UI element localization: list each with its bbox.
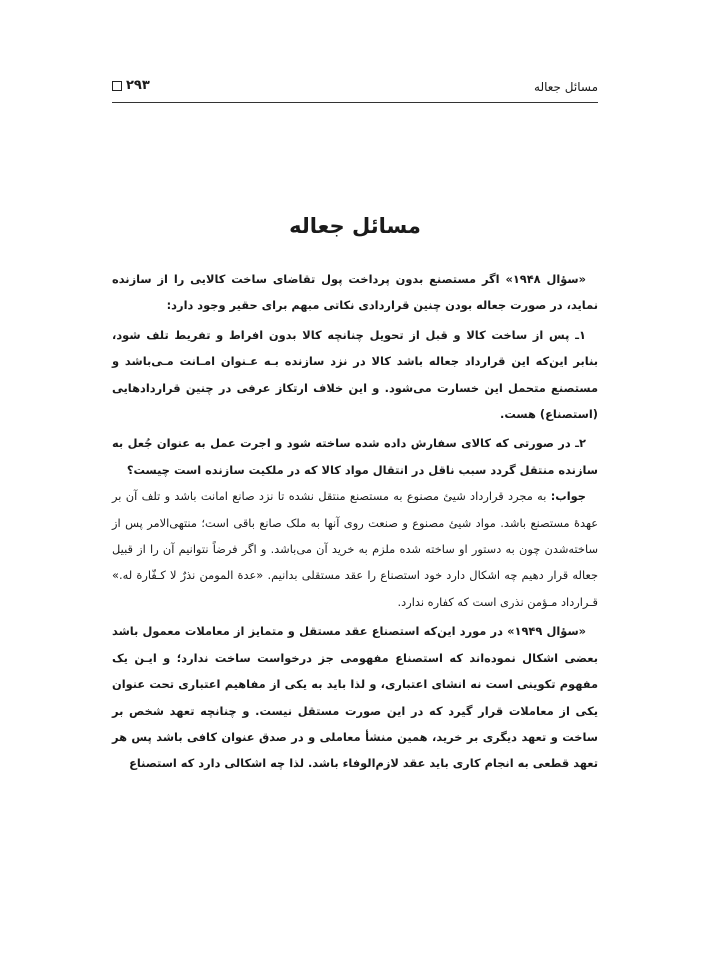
answer-label: جواب: <box>550 489 586 504</box>
answer-paragraph <box>112 483 598 615</box>
question-1949: «سؤال ۱۹۴۹» در مورد این‌که استصناع عقد مستقل و متمایز از معاملات معمول باشد بعضی اشکال نموده‌اند که استصناع مفهومی جز درخواست ساخت ندارد؛ و ایـن یک مفهوم تکوینی است نه انشای اعتباری، و لذا باید به یکی از مفاهیم اعتباری تحت عنوان یکی از معاملات قرار گیرد که در این صورت مستقل نیست. و چنانچه تعهد شخص بر ساخت و تعهد دیگری بر خرید، همین منشأ معاملی و در صدق عنوان کافی باشد پس هر تعهد قطعی به انجام کاری باید عقد لازم‌الوفاء باشد. لذا چه اشکالی دارد که استصناع <box>112 624 598 771</box>
page-header <box>112 80 598 103</box>
question-point-2: ۲ـ در صورتی که کالای سفارش داده شده ساخته شود و اجرت عمل به عنوان جُعل به سازنده منتقل گردد سبب ناقل در انتقال مواد کالا که در ملکیت سازنده است چیست؟ <box>112 436 598 477</box>
body-text <box>112 266 598 777</box>
square-ornament-icon <box>112 81 122 91</box>
running-title: مسائل جعاله <box>534 80 598 94</box>
page-number <box>112 78 150 93</box>
page-number-text: ۲۹۳ <box>126 78 150 93</box>
chapter-title: مسائل جعاله <box>289 214 421 238</box>
question-point-1: ۱ـ پس از ساخت کالا و قبل از تحویل چنانچه کالا بدون افراط و تفریط تلف شود، بنابر این‌که این قرارداد جعاله باشد کالا در نزد سازنده بـه عـنوان امـانت مـی‌باشد و مستصنع متحمل این خسارت می‌شود. و این خلاف ارتکاز عرفی در چنین قراردادهایی (استصناع) هست. <box>112 327 598 422</box>
answer-text: به مجرد قرارداد شیئ مصنوع به مستصنع منتقل نشده تا نزد صانع امانت باشد و تلف آن بر عهدهٔ مستصنع باشد. مواد شیئ مصنوع و صنعت روی آنها به ملک صانع باقی است؛ منتهی‌الامر پس از ساخته‌شدن چون به دستور او ساخته شده ملزم به خرید آن می‌باشد. و اگر فرضاً نتوانیم آن را از قبیل جعاله قرار دهیم چه اشکال دارد خود استصناع را عقد مستقلی بدانیم. «عدة المومن نذرٌ لا کـفّارة له.» قـرارداد مـؤمن نذری است که کفاره ندارد. <box>112 489 598 609</box>
question-1948: «سؤال ۱۹۴۸» اگر مستصنع بدون پرداخت پول تقاضای ساخت کالایی را از سازنده نماید، در صورت جعاله بودن چنین قراردادی نکاتی مبهم برای حقیر وجود دارد: <box>112 272 598 313</box>
